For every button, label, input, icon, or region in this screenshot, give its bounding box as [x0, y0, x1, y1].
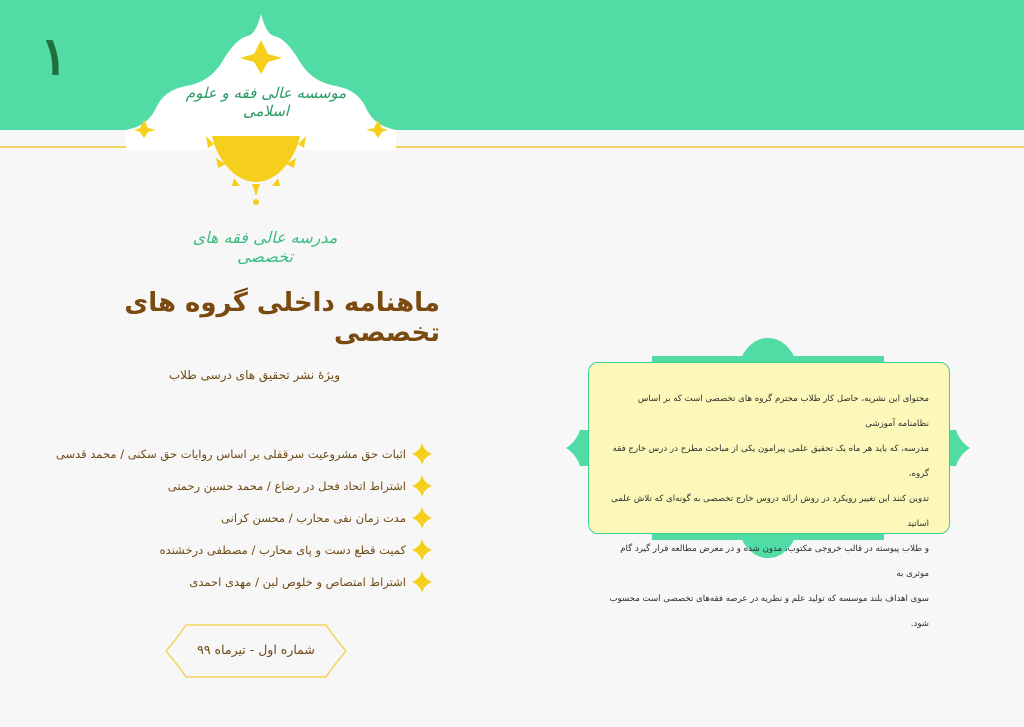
- school-name: مدرسه عالی فقه های تخصصی: [192, 228, 338, 266]
- institute-name: موسسه عالی فقه و علوم اسلامی: [185, 84, 347, 120]
- magazine-subtitle: ویژهٔ نشر تحقیق های درسی طلاب: [168, 368, 340, 382]
- article-label: اشتراط امتصاص و خلوص لبن / مهدی احمدی: [189, 575, 406, 589]
- dome-emblem: [126, 10, 396, 150]
- article-item: [40, 470, 432, 502]
- article-item: [40, 534, 432, 566]
- article-label: اثبات حق مشروعیت سرقفلی بر اساس روایات حق سکنی / محمد قدسی: [55, 447, 406, 461]
- star-bullet-icon: [412, 475, 432, 497]
- article-item: [40, 566, 432, 598]
- magazine-title: ماهنامه داخلی گروه های تخصصی: [124, 288, 440, 348]
- star-bullet-icon: [412, 443, 432, 465]
- sun-ornament-icon: [196, 134, 316, 214]
- description-line: محتوای این نشریه، حاصل کار طلاب محترم گروه های تخصصی است که بر اساس نظامنامه آموزشی: [637, 394, 929, 429]
- article-label: کمیت قطع دست و پای محارب / مصطفی درخشنده: [159, 543, 406, 557]
- description-line: تدوین کنند این تغییر رویکرد در روش ارائه دروس خارج تخصصی به گونه‌ای که تلاش علمی اساتید: [611, 494, 929, 529]
- star-bullet-icon: [412, 539, 432, 561]
- description-line: مدرسه، که باید هر ماه یک تحقیق علمی پیرامون یکی از مباحث مطرح در درس خارج فقه گروه،: [612, 444, 929, 479]
- article-label: اشتراط اتحاد فحل در رضاع / محمد حسین رحمتی: [167, 479, 406, 493]
- article-list: [40, 438, 432, 598]
- description-line: و طلاب پیوسته در قالب خروجی مکتوب، مدون شده و در معرض مطالعه قرار گیرد گام موثری به: [620, 544, 929, 579]
- star-bullet-icon: [412, 507, 432, 529]
- page-number: ۱: [40, 26, 68, 87]
- description-box: [588, 362, 950, 629]
- star-bullet-icon: [412, 571, 432, 593]
- description-line: سوی اهداف بلند موسسه که تولید علم و نظریه در عرصه فقه‌های تخصصی است محسوب شود.: [609, 594, 929, 629]
- article-item: [40, 438, 432, 470]
- issue-label: شماره اول - تیرماه ۹۹: [197, 642, 315, 657]
- article-label: مدت زمان نفی محارب / محسن کرانی: [221, 511, 406, 525]
- article-item: [40, 502, 432, 534]
